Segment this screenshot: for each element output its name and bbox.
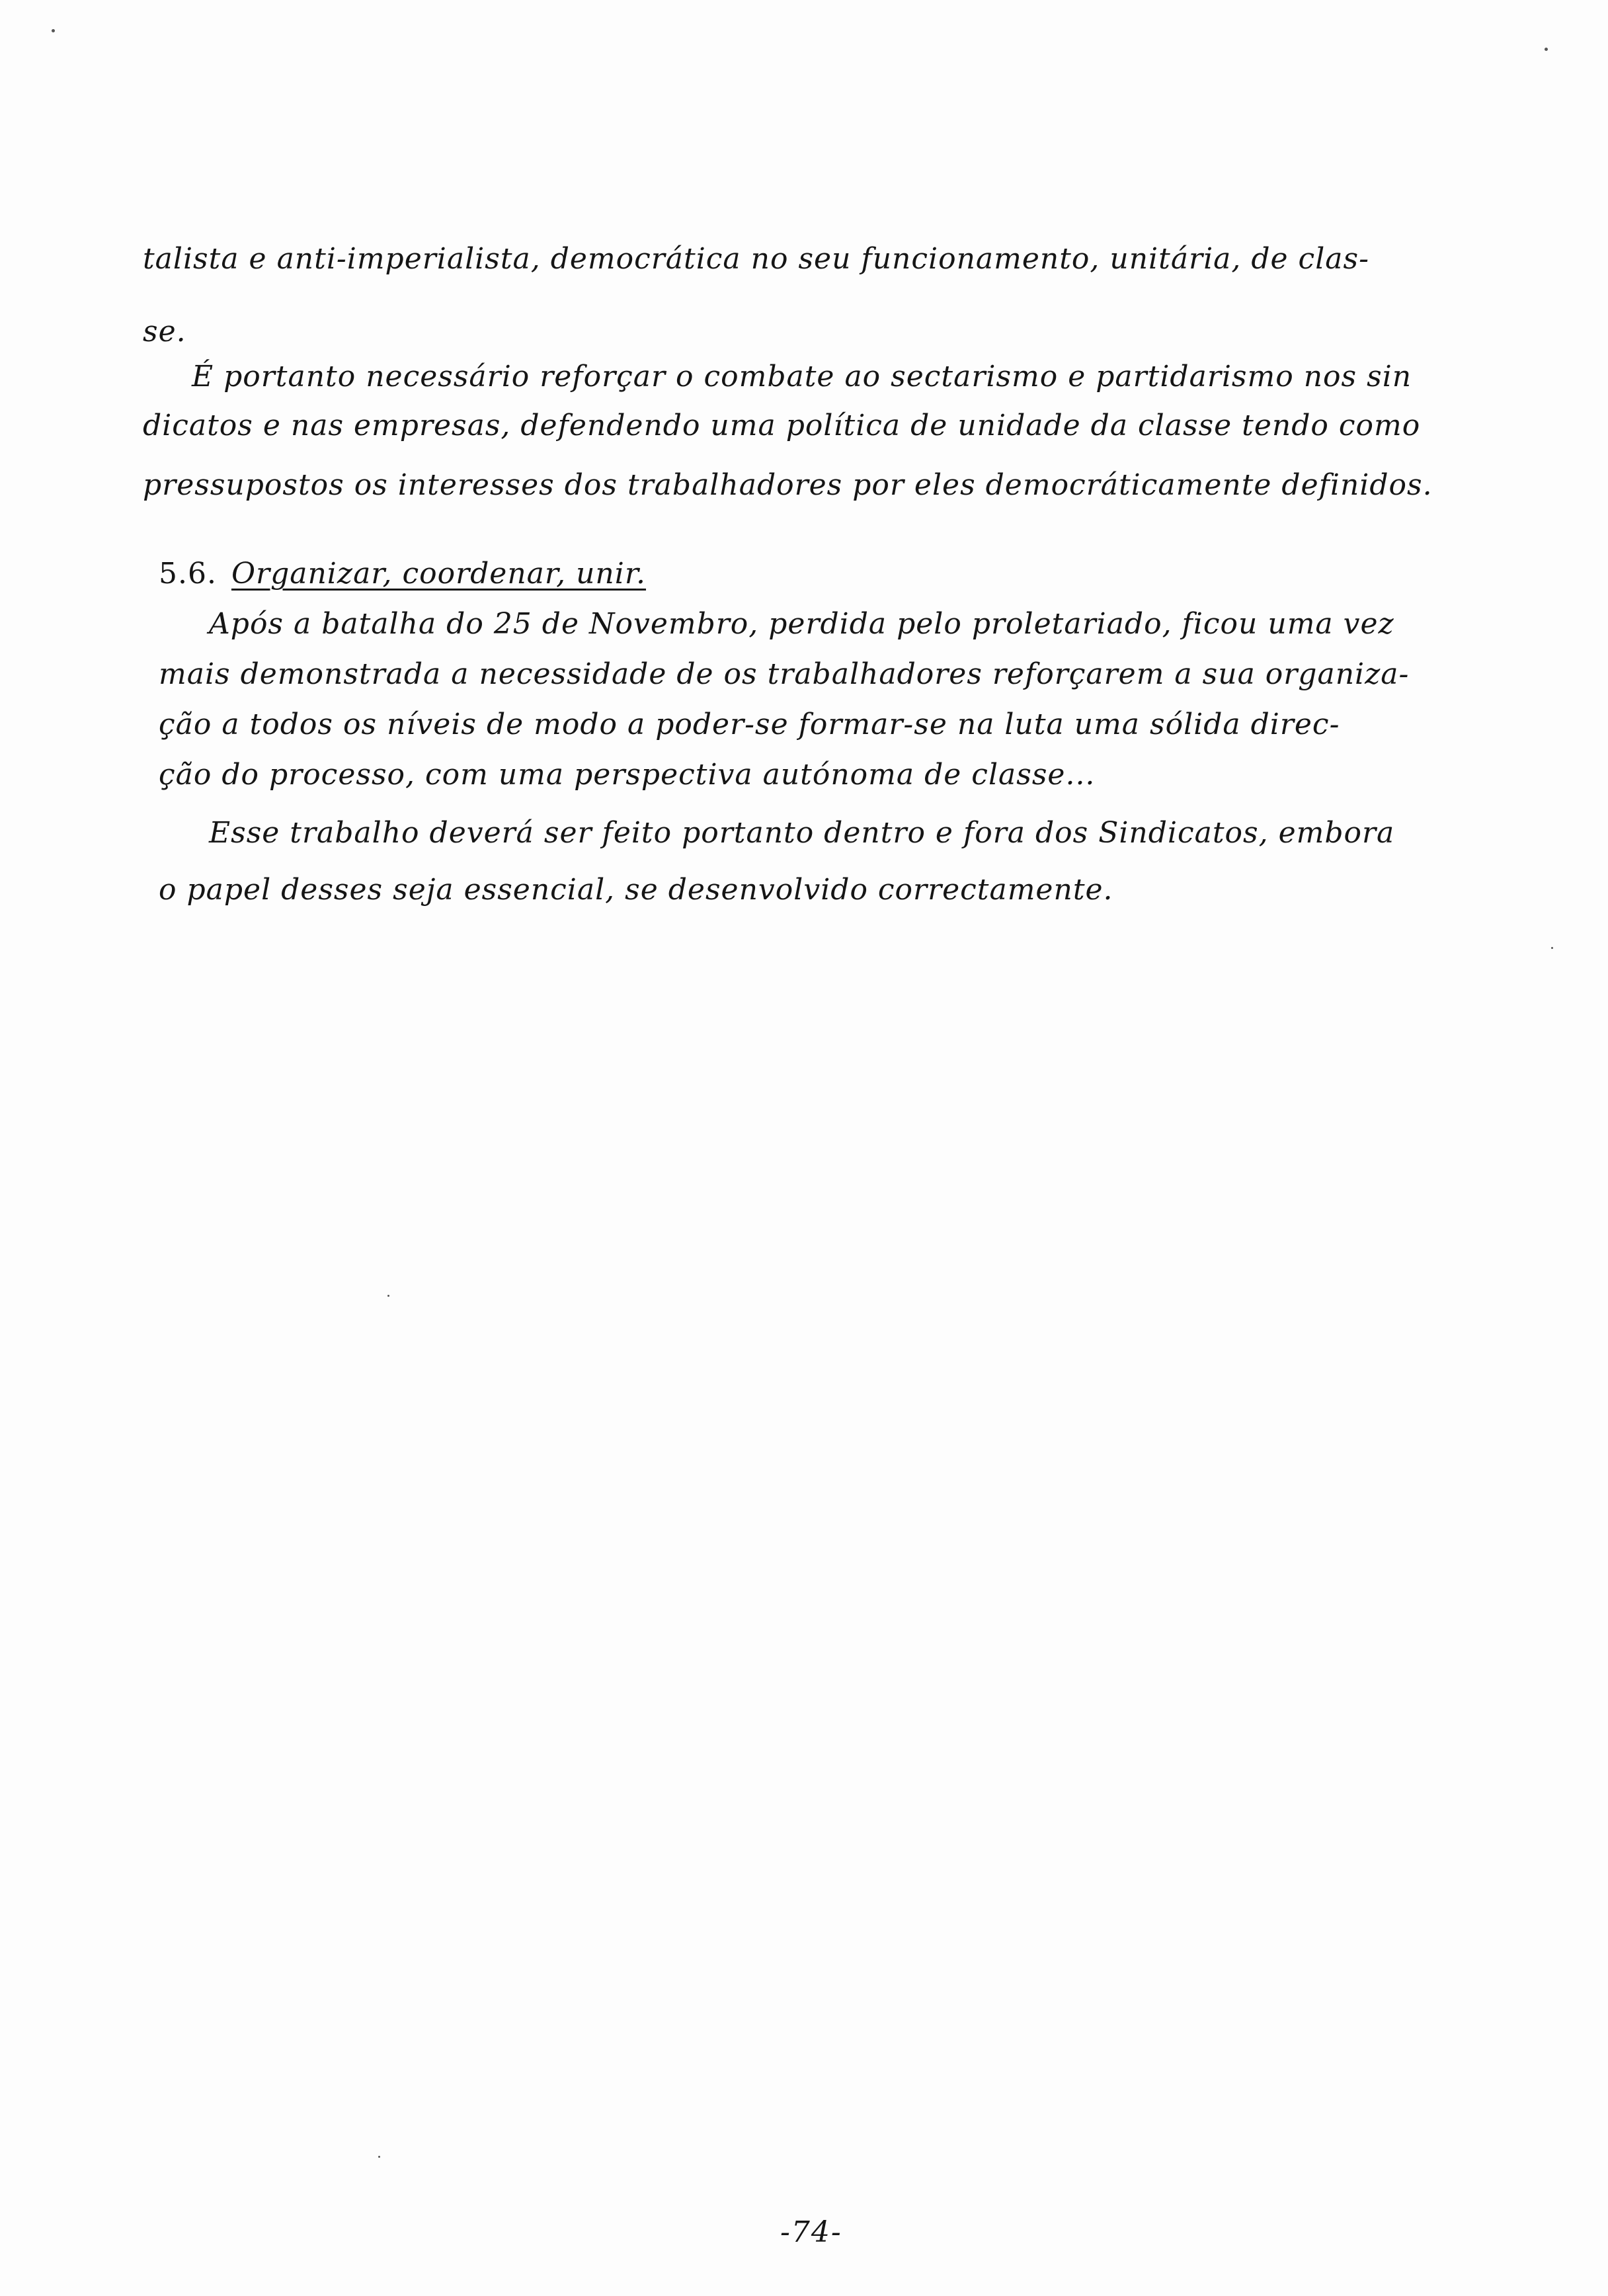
paragraph-line: ção do processo, com uma perspectiva autónoma de classe... bbox=[159, 758, 1096, 792]
paragraph-line: se. bbox=[143, 315, 186, 348]
paragraph-line: talista e anti-imperialista, democrática no seu funcionamento, unitária, de clas- bbox=[143, 242, 1369, 276]
paragraph-line: mais demonstrada a necessidade de os trabalhadores reforçarem a sua organiza- bbox=[159, 657, 1410, 691]
paragraph-line: É portanto necessário reforçar o combate ao sectarismo e partidarismo nos sin bbox=[192, 360, 1412, 393]
section-number: 5.6. bbox=[159, 557, 217, 591]
paragraph-line: o papel desses seja essencial, se desenvolvido correctamente. bbox=[159, 873, 1113, 907]
scan-speck bbox=[1545, 48, 1548, 51]
paragraph-line: ção a todos os níveis de modo a poder-se formar-se na luta uma sólida direc- bbox=[159, 708, 1340, 741]
page-number: -74- bbox=[780, 2215, 842, 2249]
paragraph-line: dicatos e nas empresas, defendendo uma política de unidade da classe tendo como bbox=[143, 409, 1421, 442]
section-title: Organizar, coordenar, unir. bbox=[231, 557, 647, 591]
paragraph-line: Esse trabalho deverá ser feito portanto dentro e fora dos Sindicatos, embora bbox=[209, 816, 1395, 850]
scan-speck bbox=[1551, 947, 1553, 949]
scan-speck bbox=[387, 1295, 389, 1297]
scan-speck bbox=[52, 29, 55, 32]
paragraph-line: pressupostos os interesses dos trabalhadores por eles democráticamente definidos. bbox=[143, 468, 1433, 502]
section-heading bbox=[159, 554, 646, 594]
paragraph-line: Após a batalha do 25 de Novembro, perdida pelo proletariado, ficou uma vez bbox=[209, 607, 1394, 641]
scan-speck bbox=[378, 2156, 380, 2158]
